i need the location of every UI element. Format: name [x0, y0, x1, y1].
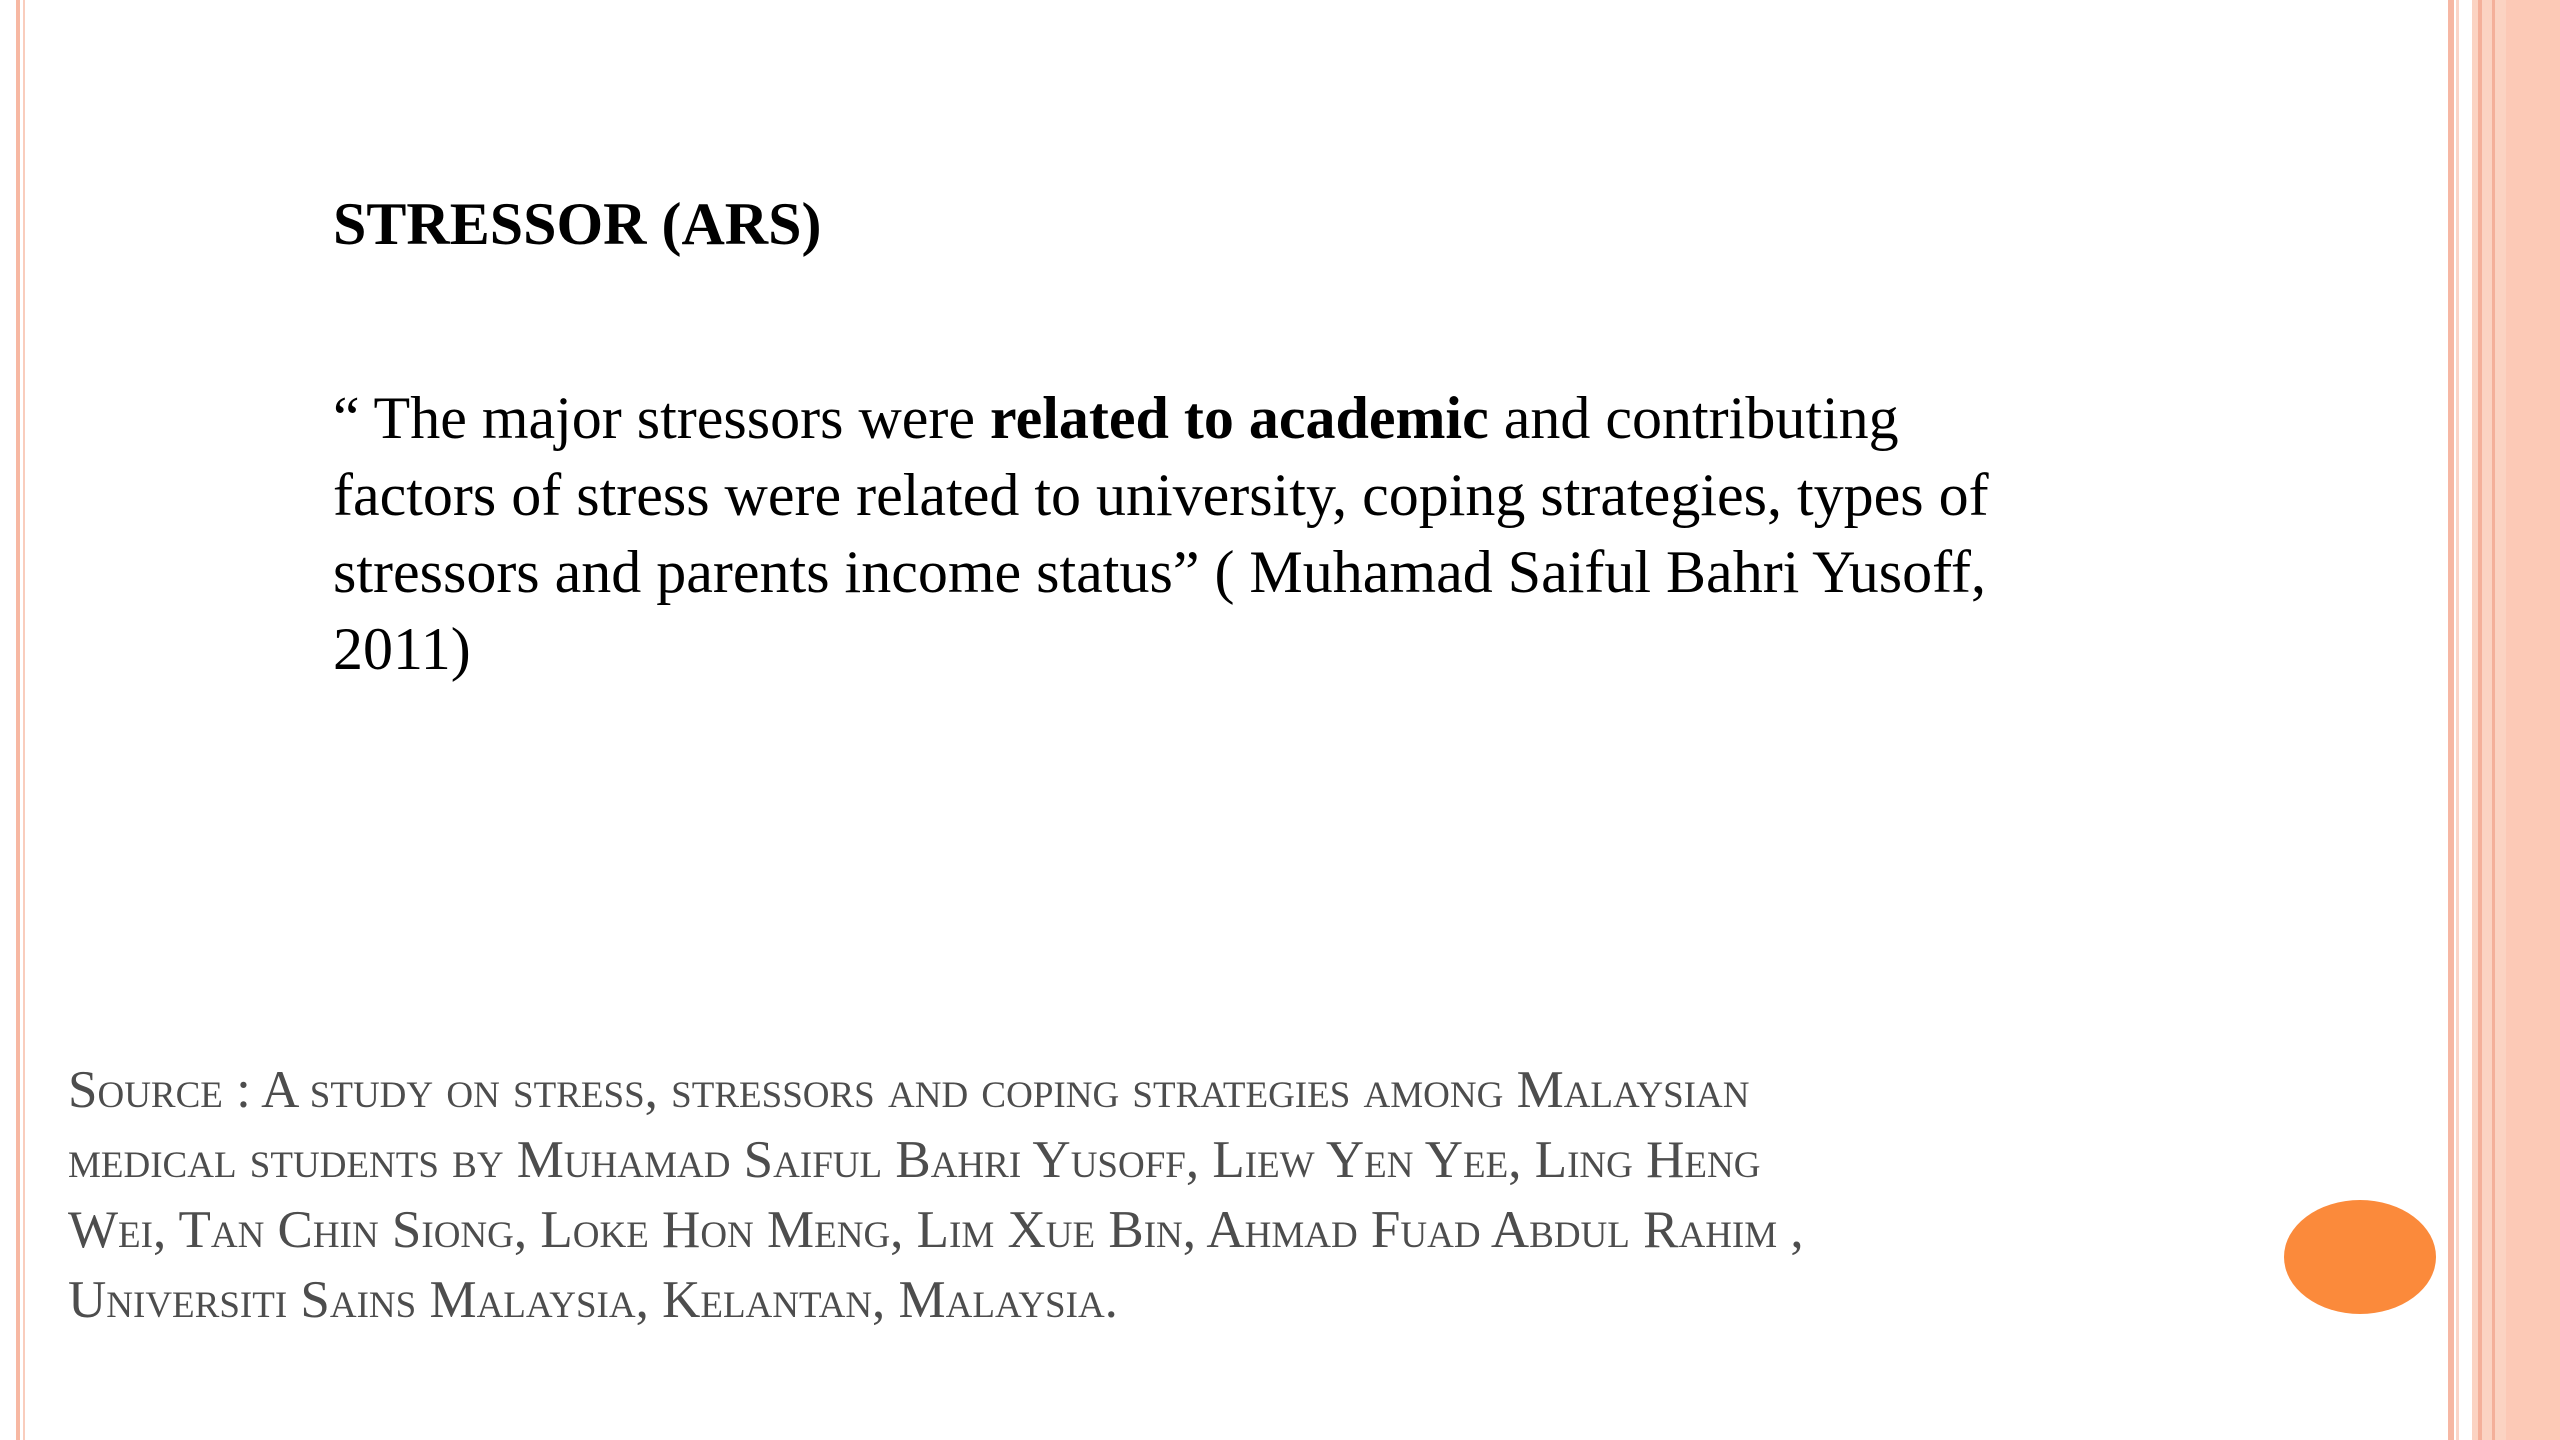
right-border-stripe [2448, 0, 2454, 1440]
quote-text-start: “ The major stressors were [333, 385, 991, 451]
slide-heading: STRESSOR (ARS) [333, 191, 822, 257]
right-border-line-1 [2478, 0, 2482, 1440]
quote-text-end: and contributing factors of stress were related to university, coping strategies, types of stressors and parents income status” ( Muhamad Saiful Bahri Yusoff, 2011) [333, 385, 1989, 682]
right-border-band [2506, 0, 2560, 1440]
orange-circle-decoration [2284, 1200, 2436, 1314]
source-citation: Source : A study on stress, stressors and coping strategies among Malaysian medical students by Muhamad Saiful Bahri Yusoff, Liew Yen Yee, Ling Heng Wei, Tan Chin Siong, Loke Hon Meng, Lim Xue Bin, Ahmad Fuad Abdul Rahim , Universiti Sains Malaysia, Kelantan, Malaysia. [68, 1061, 1804, 1329]
right-border-stripe-light [2456, 0, 2459, 1440]
quote-bold-phrase: related to academic [990, 385, 1489, 451]
left-border-stripe [16, 0, 20, 1440]
right-border-line-2 [2492, 0, 2495, 1440]
quote-block [333, 380, 2053, 688]
left-border-stripe-inner [23, 0, 25, 1440]
